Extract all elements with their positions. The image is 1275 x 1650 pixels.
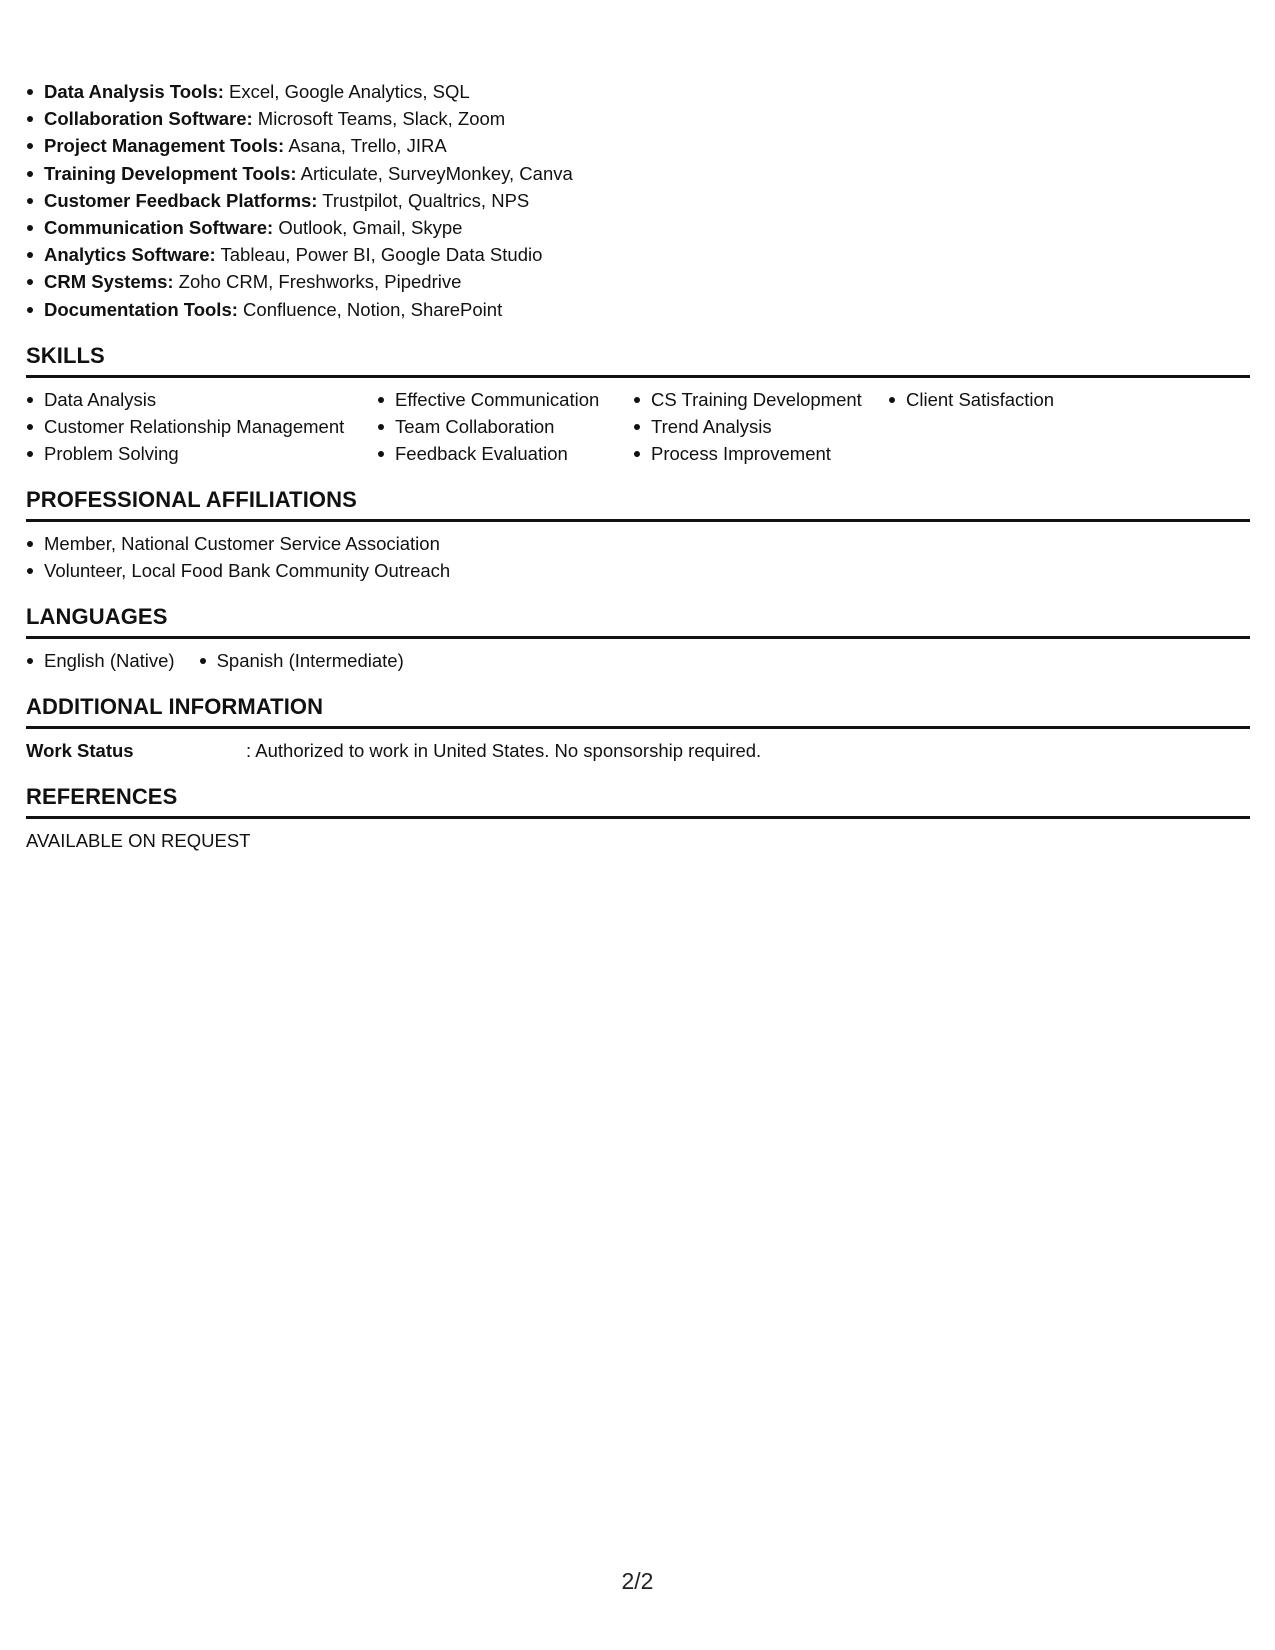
tool-item xyxy=(26,241,1250,268)
section-divider xyxy=(26,375,1250,378)
tool-item xyxy=(26,268,1250,295)
skill-item: CS Training Development xyxy=(633,386,888,413)
tool-label: Customer Feedback Platforms: xyxy=(44,189,318,211)
tool-item xyxy=(26,160,1250,187)
affiliations-list xyxy=(26,530,1250,584)
tool-label: Data Analysis Tools: xyxy=(44,81,224,102)
work-status-row xyxy=(26,737,1250,764)
tool-item xyxy=(26,296,1250,323)
skills-column xyxy=(888,386,1088,467)
references-section xyxy=(26,784,1250,854)
section-title-skills: SKILLS xyxy=(26,342,105,368)
skills-column xyxy=(26,386,377,467)
affiliation-item: Volunteer, Local Food Bank Community Outreach xyxy=(26,557,1250,584)
section-title-references: REFERENCES xyxy=(26,783,178,809)
tool-value: Zoho CRM, Freshworks, Pipedrive xyxy=(173,271,462,293)
tool-label: Documentation Tools: xyxy=(44,298,238,320)
skill-item: Customer Relationship Management xyxy=(26,413,377,440)
tool-item xyxy=(26,105,1250,132)
tool-item xyxy=(26,78,1250,105)
section-title-affiliations: PROFESSIONAL AFFILIATIONS xyxy=(26,486,357,512)
skill-item: Team Collaboration xyxy=(377,413,633,440)
language-item: English (Native) xyxy=(26,647,175,674)
affiliation-item: Member, National Customer Service Association xyxy=(26,530,1250,557)
tool-item xyxy=(26,132,1250,159)
skills-section xyxy=(26,343,1250,467)
tool-value: Trustpilot, Qualtrics, NPS xyxy=(317,189,530,211)
resume-page xyxy=(26,78,1250,854)
section-divider xyxy=(26,636,1250,639)
section-title-languages: LANGUAGES xyxy=(26,603,168,629)
references-text: AVAILABLE ON REQUEST xyxy=(26,829,251,851)
languages-section xyxy=(26,604,1250,674)
work-status-label: Work Status xyxy=(26,739,134,761)
tool-label: Training Development Tools: xyxy=(44,162,297,184)
skill-item: Effective Communication xyxy=(377,386,633,413)
tool-item xyxy=(26,187,1250,214)
section-divider xyxy=(26,816,1250,819)
skill-item: Client Satisfaction xyxy=(888,386,1088,413)
skill-item: Trend Analysis xyxy=(633,413,888,440)
tool-label: Communication Software: xyxy=(44,217,274,239)
skill-item: Process Improvement xyxy=(633,440,888,467)
skills-column xyxy=(377,386,633,467)
skill-item: Feedback Evaluation xyxy=(377,440,633,467)
additional-info-section xyxy=(26,694,1250,764)
work-status-value: : Authorized to work in United States. No sponsorship required. xyxy=(246,739,762,761)
tool-value: Tableau, Power BI, Google Data Studio xyxy=(215,244,543,266)
section-divider xyxy=(26,519,1250,522)
tool-item xyxy=(26,214,1250,241)
skills-column xyxy=(633,386,888,467)
tool-value: Articulate, SurveyMonkey, Canva xyxy=(296,162,573,184)
tool-label: Collaboration Software: xyxy=(44,108,253,130)
tool-label: Analytics Software: xyxy=(44,244,216,266)
section-title-additional-info: ADDITIONAL INFORMATION xyxy=(26,693,324,719)
tool-value: Excel, Google Analytics, SQL xyxy=(223,81,470,102)
language-item: Spanish (Intermediate) xyxy=(199,647,404,674)
page-number: 2/2 xyxy=(621,1568,654,1594)
tool-value: Outlook, Gmail, Skype xyxy=(273,217,463,239)
affiliations-section xyxy=(26,487,1250,584)
tool-value: Microsoft Teams, Slack, Zoom xyxy=(252,108,506,130)
skill-item: Data Analysis xyxy=(26,386,377,413)
languages-list xyxy=(26,647,1250,674)
tool-label: Project Management Tools: xyxy=(44,135,285,157)
skills-grid xyxy=(26,386,1250,467)
tool-label: CRM Systems: xyxy=(44,271,174,293)
tool-value: Asana, Trello, JIRA xyxy=(284,135,447,157)
tool-value: Confluence, Notion, SharePoint xyxy=(237,298,503,320)
tools-list xyxy=(26,78,1250,323)
skill-item: Problem Solving xyxy=(26,440,377,467)
section-divider xyxy=(26,726,1250,729)
